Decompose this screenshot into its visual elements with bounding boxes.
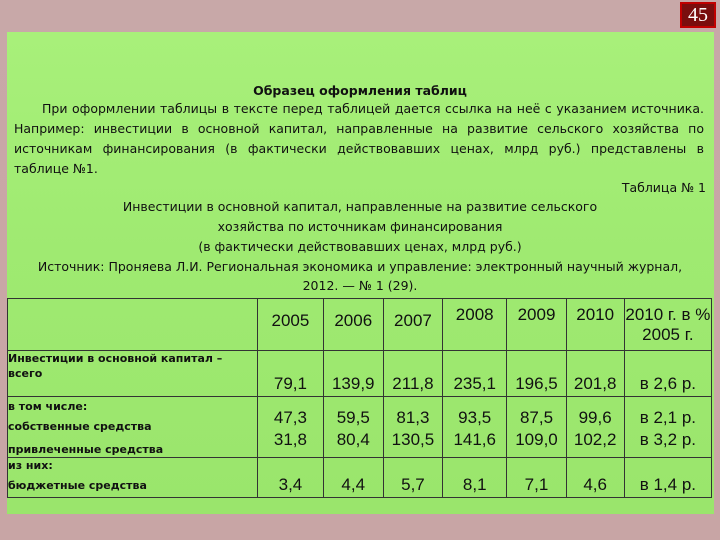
borrowed-value: 141,6 — [453, 430, 496, 449]
row-label-text: Инвестиции в основной капитал – всего — [8, 352, 223, 380]
borrowed-value: 80,4 — [336, 430, 370, 449]
cell — [566, 397, 624, 458]
intro-paragraph: При оформлении таблицы в тексте перед таблицей дается ссылка на неё с указанием источника. Например: инвестиции в основной капитал, направленные на развитие сельского хозяйства по источникам финансирования (в фактически действовавших ценах, млрд руб.) представлены в таблице №1. — [14, 101, 704, 176]
cell — [323, 397, 383, 458]
cell: в 2,6 р. — [624, 351, 711, 397]
cell: 139,9 — [323, 351, 383, 397]
borrowed-value: 109,0 — [515, 430, 558, 449]
cell: 5,7 — [383, 458, 442, 498]
own-value: 59,5 — [336, 408, 370, 427]
borrowed-value: 31,8 — [273, 430, 307, 449]
cell: 201,8 — [566, 351, 624, 397]
table-row — [8, 397, 712, 458]
cell: 4,6 — [566, 458, 624, 498]
cell: 196,5 — [507, 351, 566, 397]
caption-line-3: (в фактически действовавших ценах, млрд руб.) — [198, 239, 522, 254]
caption-line-2: хозяйства по источникам финансирования — [217, 219, 503, 234]
col-header: 2010 г. в % 2005 г. — [624, 299, 711, 351]
row-label — [8, 351, 258, 397]
source-line-2: 2012. — № 1 (29). — [302, 278, 418, 293]
row-label-own: собственные средства — [8, 420, 152, 433]
own-value: 81,3 — [396, 408, 430, 427]
col-header: 2005 — [258, 299, 323, 351]
investment-table — [7, 298, 712, 498]
cell: 235,1 — [443, 351, 507, 397]
row-label-intro: в том числе: — [8, 400, 88, 413]
cell — [383, 397, 442, 458]
slide-number: 45 — [680, 2, 716, 28]
cell — [624, 397, 711, 458]
cell — [258, 397, 323, 458]
table-caption — [90, 197, 630, 257]
cell: 8,1 — [443, 458, 507, 498]
row-label-borrowed: привлеченные средства — [8, 443, 164, 456]
source-line-1: Источник: Проняева Л.И. Региональная экономика и управление: электронный научный журнал, — [37, 259, 683, 274]
own-value: 99,6 — [578, 408, 612, 427]
table-row — [8, 351, 712, 397]
col-header: 2007 — [383, 299, 442, 351]
borrowed-value: в 3,2 р. — [639, 430, 696, 449]
own-value: в 2,1 р. — [639, 408, 696, 427]
cell — [443, 397, 507, 458]
cell: 79,1 — [258, 351, 323, 397]
borrowed-value: 130,5 — [391, 430, 435, 449]
cell: 7,1 — [507, 458, 566, 498]
row-label — [8, 458, 258, 498]
cell: в 1,4 р. — [624, 458, 711, 498]
own-value: 47,3 — [273, 408, 307, 427]
own-value: 93,5 — [458, 408, 492, 427]
row-label-budget: бюджетные средства — [8, 479, 147, 492]
heading: Образец оформления таблиц — [253, 83, 467, 98]
col-header: 2006 — [323, 299, 383, 351]
cell — [507, 397, 566, 458]
caption-line-1: Инвестиции в основной капитал, направленные на развитие сельского — [122, 199, 598, 214]
own-value: 87,5 — [519, 408, 554, 427]
borrowed-value: 102,2 — [573, 430, 617, 449]
col-header: 2008 — [443, 299, 507, 351]
row-label — [8, 397, 258, 458]
cell: 211,8 — [383, 351, 442, 397]
table-number: Таблица № 1 — [621, 180, 706, 195]
cell: 3,4 — [258, 458, 323, 498]
table-source — [20, 257, 700, 295]
header-row — [8, 299, 712, 351]
table-row — [8, 458, 712, 498]
row-label-intro: из них: — [8, 459, 53, 472]
cell: 4,4 — [323, 458, 383, 498]
header-corner — [8, 299, 258, 351]
col-header: 2009 — [507, 299, 566, 351]
col-header: 2010 — [566, 299, 624, 351]
